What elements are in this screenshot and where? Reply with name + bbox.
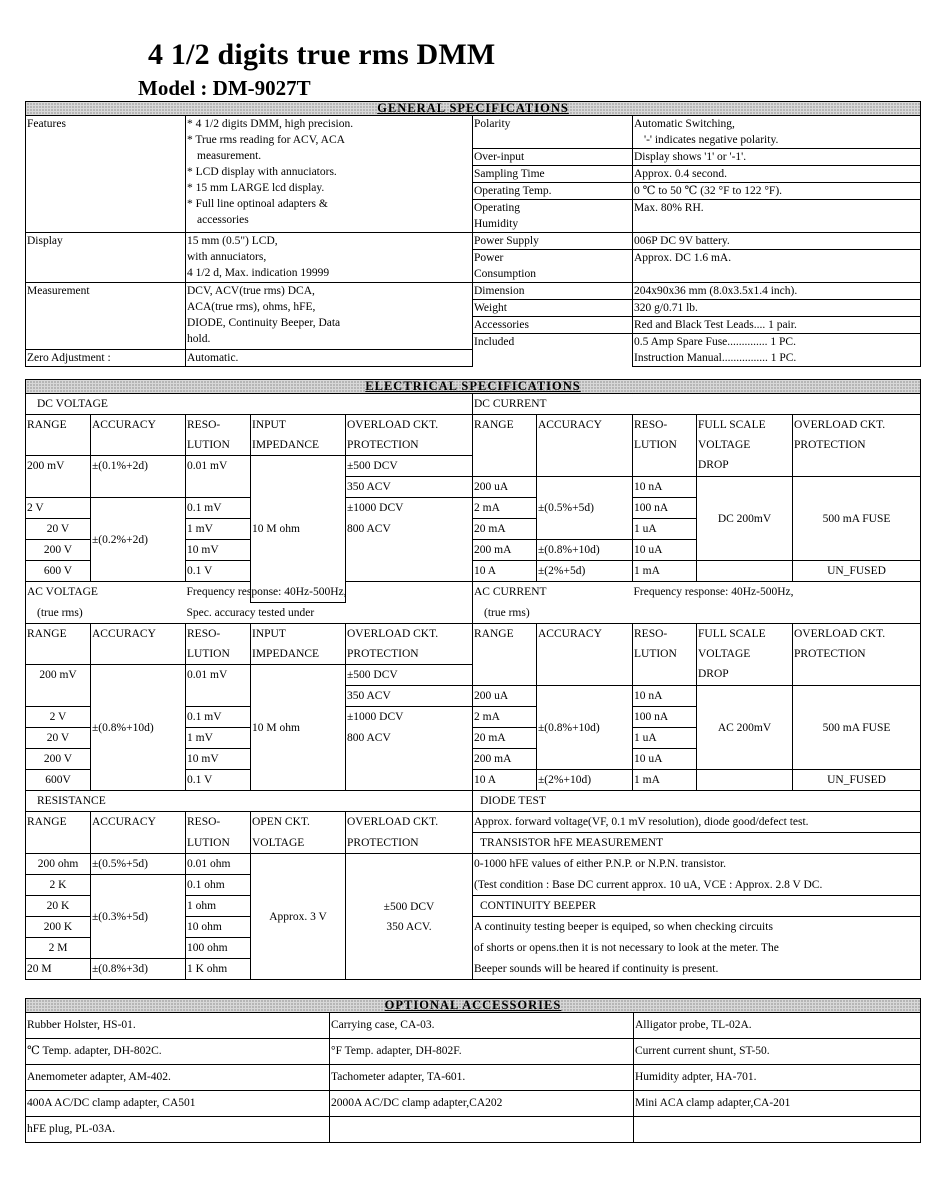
acv-frequency: Frequency response: 40Hz-500Hz, (186, 582, 473, 603)
dcv-accuracy-2: ±(0.2%+2d) (91, 498, 186, 582)
general-specifications-table (25, 101, 921, 367)
dca-accuracy-2: ±(0.8%+10d) (537, 540, 633, 561)
dcv-overload: ±1000 DCV (346, 498, 473, 519)
res-overload-header-2: PROTECTION (346, 833, 473, 854)
aca-frequency: Frequency response: 40Hz-500Hz, (633, 582, 921, 603)
dcv-resolution-header: RESO- (186, 415, 251, 436)
res-accuracy-3: ±(0.8%+3d) (91, 959, 186, 980)
dca-resolution: 10 uA (633, 540, 697, 561)
aca-range: 20 mA (473, 728, 537, 749)
dc-voltage-title-text: DC VOLTAGE (37, 398, 108, 410)
res-overload-line: 350 ACV. (386, 920, 432, 933)
acv-subtitle-text: (true rms) (37, 606, 83, 619)
dcv-overload: ±500 DCV (346, 456, 473, 477)
sampling-label: Sampling Time (473, 166, 633, 183)
acv-accuracy: ±(0.8%+10d) (91, 665, 186, 791)
feature-item: * LCD display with annuciators. (187, 166, 337, 178)
acv-range: 600V (26, 770, 91, 791)
dc-voltage-title (26, 394, 473, 415)
aca-voltage-drop: AC 200mV (697, 686, 793, 770)
zero-adjustment-label: Zero Adjustment : (26, 350, 186, 367)
res-open-voltage-header-2: VOLTAGE (251, 833, 346, 854)
polarity-line: Automatic Switching, (634, 118, 735, 130)
dca-resolution-header (633, 415, 697, 477)
dimension-label: Dimension (473, 283, 633, 300)
dcv-accuracy-header: ACCURACY (91, 415, 186, 436)
accessory-item: Rubber Holster, HS-01. (26, 1013, 330, 1039)
hfe-title (473, 833, 921, 854)
accessories-value: Red and Black Test Leads.... 1 pair. (633, 317, 921, 334)
dca-fuse: 500 mA FUSE (793, 477, 921, 561)
power-consumption-value: Approx. DC 1.6 mA. (633, 250, 921, 283)
beeper-line: of shorts or opens.then it is not necessary to look at the meter. The (473, 938, 921, 959)
diode-title-text: DIODE TEST (480, 795, 546, 807)
header-line: OVERLOAD CKT. (794, 419, 886, 431)
dca-range: 200 mA (473, 540, 537, 561)
display-line: 15 mm (0.5") LCD, (187, 235, 278, 247)
acv-spec-note: Spec. accuracy tested under (186, 603, 473, 624)
diode-test-text: Approx. forward voltage(VF, 0.1 mV resolution), diode good/defect test. (473, 812, 921, 833)
res-resolution: 0.1 ohm (186, 875, 251, 896)
res-range: 200 ohm (26, 854, 91, 875)
beeper-title-text: CONTINUITY BEEPER (480, 900, 597, 912)
header-line: LUTION (634, 439, 677, 451)
feature-item: accessories (197, 214, 249, 226)
dcv-resolution: 0.1 mV (186, 498, 251, 519)
header-line: PROTECTION (794, 648, 866, 660)
acv-impedance-header: INPUT (251, 624, 346, 645)
display-line: 4 1/2 d, Max. indication 19999 (187, 267, 330, 279)
header-line: OVERLOAD CKT. (794, 628, 886, 640)
accessory-item: Alligator probe, TL-02A. (634, 1013, 921, 1039)
aca-subtitle (473, 603, 633, 624)
aca-fuse: 500 mA FUSE (793, 686, 921, 770)
overinput-value: Display shows '1' or '-1'. (633, 149, 921, 166)
polarity-line: '-' indicates negative polarity. (644, 134, 779, 146)
feature-item: measurement. (197, 150, 262, 162)
beeper-title (473, 896, 921, 917)
header-line: VOLTAGE (698, 648, 751, 660)
acv-overload: ±500 DCV (346, 665, 473, 686)
power-cons-label-line: Consumption (474, 268, 536, 280)
acv-input-impedance: 10 M ohm (251, 665, 346, 791)
res-resolution-header: RESO- (186, 812, 251, 833)
general-spec-header: GENERAL SPECIFICATIONS (26, 102, 921, 116)
accessory-item: Current current shunt, ST-50. (634, 1039, 921, 1065)
included-value (633, 334, 921, 367)
overinput-label: Over-input (473, 149, 633, 166)
measurement-line: ACA(true rms), ohms, hFE, (187, 301, 316, 313)
acv-overload-header-2: PROTECTION (346, 644, 473, 665)
acv-range: 20 V (26, 728, 91, 749)
measurement-label: Measurement (26, 283, 186, 350)
acv-impedance-header-2: IMPEDANCE (251, 644, 346, 665)
header-line: PROTECTION (794, 439, 866, 451)
res-accuracy-1: ±(0.5%+5d) (91, 854, 186, 875)
dca-resolution: 10 nA (633, 477, 697, 498)
accessories-header: OPTIONAL ACCESSORIES (26, 999, 921, 1013)
aca-accuracy-1: ±(0.8%+10d) (537, 686, 633, 770)
acv-range: 2 V (26, 707, 91, 728)
dcv-range: 2 V (26, 498, 91, 519)
dcv-range: 600 V (26, 561, 91, 582)
hfe-line: (Test condition : Base DC current approx. 10 uA, VCE : Approx. 2.8 V DC. (473, 875, 921, 896)
res-overload-line: ±500 DCV (383, 900, 435, 913)
electrical-spec-header: ELECTRICAL SPECIFICATIONS (26, 380, 921, 394)
acv-resolution-header-2: LUTION (186, 644, 251, 665)
res-accuracy-header: ACCURACY (91, 812, 186, 833)
accessory-item: Anemometer adapter, AM-402. (26, 1065, 330, 1091)
res-resolution: 100 ohm (186, 938, 251, 959)
acv-resolution: 0.01 mV (186, 665, 251, 707)
res-overload (346, 854, 473, 980)
dca-range-header: RANGE (473, 415, 537, 477)
dca-resolution: 100 nA (633, 498, 697, 519)
acv-range-header: RANGE (26, 624, 91, 645)
humidity-label-line: Operating (474, 202, 520, 214)
aca-subtitle-text: (true rms) (484, 606, 530, 619)
polarity-label: Polarity (473, 116, 633, 149)
aca-range: 200 mA (473, 749, 537, 770)
accessory-item: Mini ACA clamp adapter,CA-201 (634, 1091, 921, 1117)
display-label: Display (26, 233, 186, 283)
dca-unfused: UN_FUSED (793, 561, 921, 582)
dca-range: 10 A (473, 561, 537, 582)
aca-resolution: 1 uA (633, 728, 697, 749)
included-line: 0.5 Amp Spare Fuse.............. 1 PC. (634, 336, 796, 348)
dcv-overload: 800 ACV (346, 519, 473, 540)
aca-resolution: 10 nA (633, 686, 697, 707)
dca-range: 2 mA (473, 498, 537, 519)
aca-accuracy-header: ACCURACY (537, 624, 633, 686)
dcv-range: 200 mV (26, 456, 91, 498)
header-line: DROP (698, 459, 729, 471)
dcv-overload-header: OVERLOAD CKT. (346, 415, 473, 436)
acv-resolution: 0.1 mV (186, 707, 251, 728)
aca-resolution-header (633, 624, 697, 686)
accessory-item: ℃ Temp. adapter, DH-802C. (26, 1039, 330, 1065)
aca-unfused: UN_FUSED (793, 770, 921, 791)
dca-voltage-drop: DC 200mV (697, 477, 793, 561)
acv-accuracy-header: ACCURACY (91, 624, 186, 645)
aca-range-header: RANGE (473, 624, 537, 686)
display-line: with annuciators, (187, 251, 267, 263)
aca-range: 200 uA (473, 686, 537, 707)
sampling-value: Approx. 0.4 second. (633, 166, 921, 183)
hfe-title-text: TRANSISTOR hFE MEASUREMENT (480, 837, 664, 849)
dimension-value: 204x90x36 mm (8.0x3.5x1.4 inch). (633, 283, 921, 300)
features-list (186, 116, 473, 233)
measurement-line: DCV, ACV(true rms) DCA, (187, 285, 315, 297)
acv-range: 200 V (26, 749, 91, 770)
power-supply-label: Power Supply (473, 233, 633, 250)
acv-overload: 350 ACV (346, 686, 473, 707)
accessories-label: Accessories (473, 317, 633, 334)
accessory-item: °F Temp. adapter, DH-802F. (330, 1039, 634, 1065)
dca-resolution: 1 mA (633, 561, 697, 582)
res-range: 200 K (26, 917, 91, 938)
header-line: RESO- (634, 628, 668, 640)
acv-range: 200 mV (26, 665, 91, 707)
accessory-item (634, 1117, 921, 1143)
dcv-input-impedance: 10 M ohm (251, 456, 346, 603)
dcv-resolution: 10 mV (186, 540, 251, 561)
optemp-value: 0 ℃ to 50 ℃ (32 °F to 122 °F). (633, 183, 921, 200)
res-range: 20 M (26, 959, 91, 980)
dcv-overload-header-2: PROTECTION (346, 435, 473, 456)
feature-item: * 15 mm LARGE lcd display. (187, 182, 325, 194)
measurement-value (186, 283, 473, 350)
aca-range: 2 mA (473, 707, 537, 728)
acv-overload: ±1000 DCV (346, 707, 473, 728)
accessory-item: Humidity adpter, HA-701. (634, 1065, 921, 1091)
acv-resolution: 0.1 V (186, 770, 251, 791)
weight-value: 320 g/0.71 lb. (633, 300, 921, 317)
dca-resolution: 1 uA (633, 519, 697, 540)
res-resolution-header-2: LUTION (186, 833, 251, 854)
acv-resolution-header: RESO- (186, 624, 251, 645)
accessory-item: hFE plug, PL-03A. (26, 1117, 330, 1143)
dcv-range-header: RANGE (26, 415, 91, 436)
optional-accessories-table (25, 998, 921, 1143)
accessory-item: 400A AC/DC clamp adapter, CA501 (26, 1091, 330, 1117)
dcv-resolution-header-2: LUTION (186, 435, 251, 456)
res-resolution: 1 ohm (186, 896, 251, 917)
accessory-item: 2000A AC/DC clamp adapter,CA202 (330, 1091, 634, 1117)
res-resolution: 1 K ohm (186, 959, 251, 980)
diode-test-title (473, 791, 921, 812)
dcv-accuracy-1: ±(0.1%+2d) (91, 456, 186, 498)
res-open-voltage: Approx. 3 V (251, 854, 346, 980)
acv-resolution: 1 mV (186, 728, 251, 749)
accessory-item: Tachometer adapter, TA-601. (330, 1065, 634, 1091)
res-open-voltage-header: OPEN CKT. (251, 812, 346, 833)
power-consumption-label (473, 250, 633, 283)
res-overload-header: OVERLOAD CKT. (346, 812, 473, 833)
optemp-label: Operating Temp. (473, 183, 633, 200)
humidity-label (473, 200, 633, 233)
dcv-resolution: 0.1 V (186, 561, 251, 582)
dca-accuracy-1: ±(0.5%+5d) (537, 477, 633, 540)
res-range-header: RANGE (26, 812, 91, 833)
humidity-value: Max. 80% RH. (633, 200, 921, 233)
dcv-overload: 350 ACV (346, 477, 473, 498)
dcv-resolution: 0.01 mV (186, 456, 251, 498)
res-resolution: 0.01 ohm (186, 854, 251, 875)
aca-accuracy-2: ±(2%+10d) (537, 770, 633, 791)
power-cons-label-line: Power (474, 252, 504, 264)
model-number: Model : DM-9027T (138, 76, 311, 100)
res-range: 2 K (26, 875, 91, 896)
acv-subtitle (26, 603, 186, 624)
header-line: VOLTAGE (698, 439, 751, 451)
measurement-line: DIODE, Continuity Beeper, Data (187, 317, 341, 329)
weight-label: Weight (473, 300, 633, 317)
dcv-range: 200 V (26, 540, 91, 561)
aca-drop-header (697, 624, 793, 686)
res-range: 2 M (26, 938, 91, 959)
page-title: 4 1/2 digits true rms DMM (148, 38, 496, 71)
aca-resolution: 10 uA (633, 749, 697, 770)
header-line: FULL SCALE (698, 419, 766, 431)
dca-overload-header (793, 415, 921, 477)
beeper-line: A continuity testing beeper is equiped, so when checking circuits (473, 917, 921, 938)
res-resolution: 10 ohm (186, 917, 251, 938)
resistance-title (26, 791, 473, 812)
res-accuracy-2: ±(0.3%+5d) (91, 875, 186, 959)
electrical-specifications-table (25, 379, 921, 980)
humidity-label-line: Humidity (474, 218, 519, 230)
display-value (186, 233, 473, 283)
aca-range: 10 A (473, 770, 537, 791)
dcv-impedance-header: INPUT (251, 415, 346, 436)
power-supply-value: 006P DC 9V battery. (633, 233, 921, 250)
included-label: Included (473, 334, 633, 367)
header-line: RESO- (634, 419, 668, 431)
accessory-item (330, 1117, 634, 1143)
feature-item: * Full line optinoal adapters & (187, 198, 328, 210)
hfe-line: 0-1000 hFE values of either P.N.P. or N.P.N. transistor. (473, 854, 921, 875)
feature-item: * 4 1/2 digits DMM, high precision. (187, 118, 354, 130)
beeper-line: Beeper sounds will be heared if continuity is present. (473, 959, 921, 980)
aca-overload-header (793, 624, 921, 686)
header-line: FULL SCALE (698, 628, 766, 640)
measurement-line: hold. (187, 333, 211, 345)
zero-adjustment-value: Automatic. (186, 350, 473, 367)
aca-resolution: 100 nA (633, 707, 697, 728)
features-label: Features (26, 116, 186, 233)
header-line: LUTION (634, 648, 677, 660)
acv-resolution: 10 mV (186, 749, 251, 770)
header-line: DROP (698, 668, 729, 680)
dca-accuracy-header: ACCURACY (537, 415, 633, 477)
dcv-impedance-header-2: IMPEDANCE (251, 435, 346, 456)
res-range: 20 K (26, 896, 91, 917)
acv-overload: 800 ACV (346, 728, 473, 749)
included-line: Instruction Manual................ 1 PC. (634, 352, 797, 364)
resistance-title-text: RESISTANCE (37, 795, 106, 807)
dca-range: 20 mA (473, 519, 537, 540)
dca-range: 200 uA (473, 477, 537, 498)
dca-drop-header (697, 415, 793, 477)
ac-voltage-title: AC VOLTAGE (26, 582, 186, 603)
feature-item: * True rms reading for ACV, ACA (187, 134, 345, 146)
dcv-range: 20 V (26, 519, 91, 540)
aca-resolution: 1 mA (633, 770, 697, 791)
dcv-resolution: 1 mV (186, 519, 251, 540)
dc-current-title: DC CURRENT (473, 394, 921, 415)
accessory-item: Carrying case, CA-03. (330, 1013, 634, 1039)
ac-current-title: AC CURRENT (473, 582, 633, 603)
dca-accuracy-3: ±(2%+5d) (537, 561, 633, 582)
acv-overload-header: OVERLOAD CKT. (346, 624, 473, 645)
polarity-value (633, 116, 921, 149)
